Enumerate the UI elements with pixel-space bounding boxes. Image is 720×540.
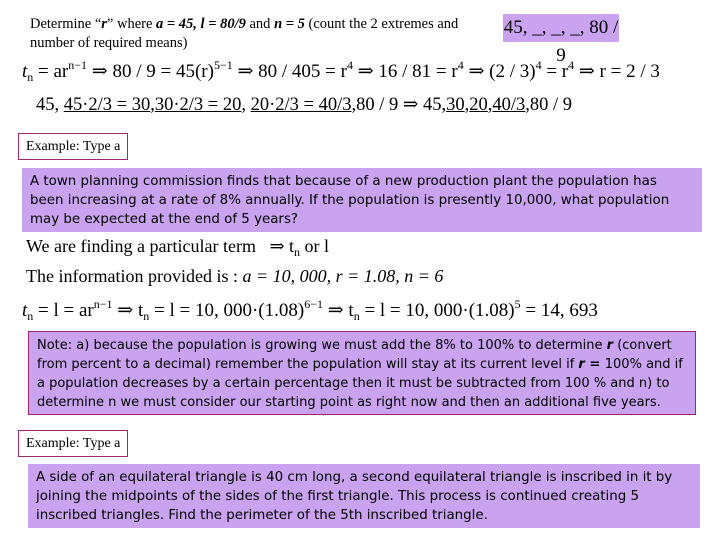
terms-line: 45, 45·2/3 = 30,30·2/3 = 20, 20·2/3 = 40/3,80 / 9 ⇒ 45,30,20,40/3,80 / 9 — [36, 95, 573, 115]
problem-1-box: A town planning commission finds that because of a new production plant the population has been increasing at a rate of 8% annually. If the population is presently 10,000, what population may be expected at the end of 5 years? — [22, 168, 702, 232]
example-label-1: Example: Type a — [18, 133, 128, 160]
problem-2-box: A side of an equilateral triangle is 40 cm long, a second equilateral triangle is inscribed in it by joining the midpoints of the sides of the first triangle. This process is continued creating 5 inscribed triangles. Find the perimeter of the 5th inscribed triangle. — [28, 464, 700, 528]
example-label-2: Example: Type a — [18, 430, 128, 457]
note-box: Note: a) because the population is growing we must add the 8% to 100% to determine r (convert from percent to a decimal) remember the population will stay at its current level if r = 100% and if a population decreases by a certain percentage then it must be subtracted from 100 % and n) to determine n we must consider our starting point as right now and then an additional five years. — [28, 331, 696, 415]
formula-line: $t_n = l = ar^{n-1}$ ⇒ $t_n = l = 10$, $000\cdot(1.08)^{6-1}$ ⇒ $t_n = l = 10$, $000\cdot(1.08)^5 = 14$, 693 — [22, 297, 598, 323]
sequence-box: 45, _, _, _, 80 / 9 — [503, 14, 619, 42]
info-line: The information provided is : a = 10, 000, r = 1.08, n = 6 — [26, 266, 444, 286]
derivation-line: $t_n = ar^{n-1}$ ⇒ $80 / 9 = 45(r)^{5-1}$ ⇒ $80 / 405 = r^4$ ⇒ $16 / 81 = r^4$ ⇒ $(2 / 3)^4 = r^4$ ⇒ r = 2 / 3 — [22, 58, 660, 84]
finding-line: We are finding a particular term ⇒ $t_n$ or l — [26, 236, 330, 259]
intro-text: Determine “r” where a = 45, l = 80/9 and n = 5 (count the 2 extremes and number of required means) — [30, 16, 459, 51]
